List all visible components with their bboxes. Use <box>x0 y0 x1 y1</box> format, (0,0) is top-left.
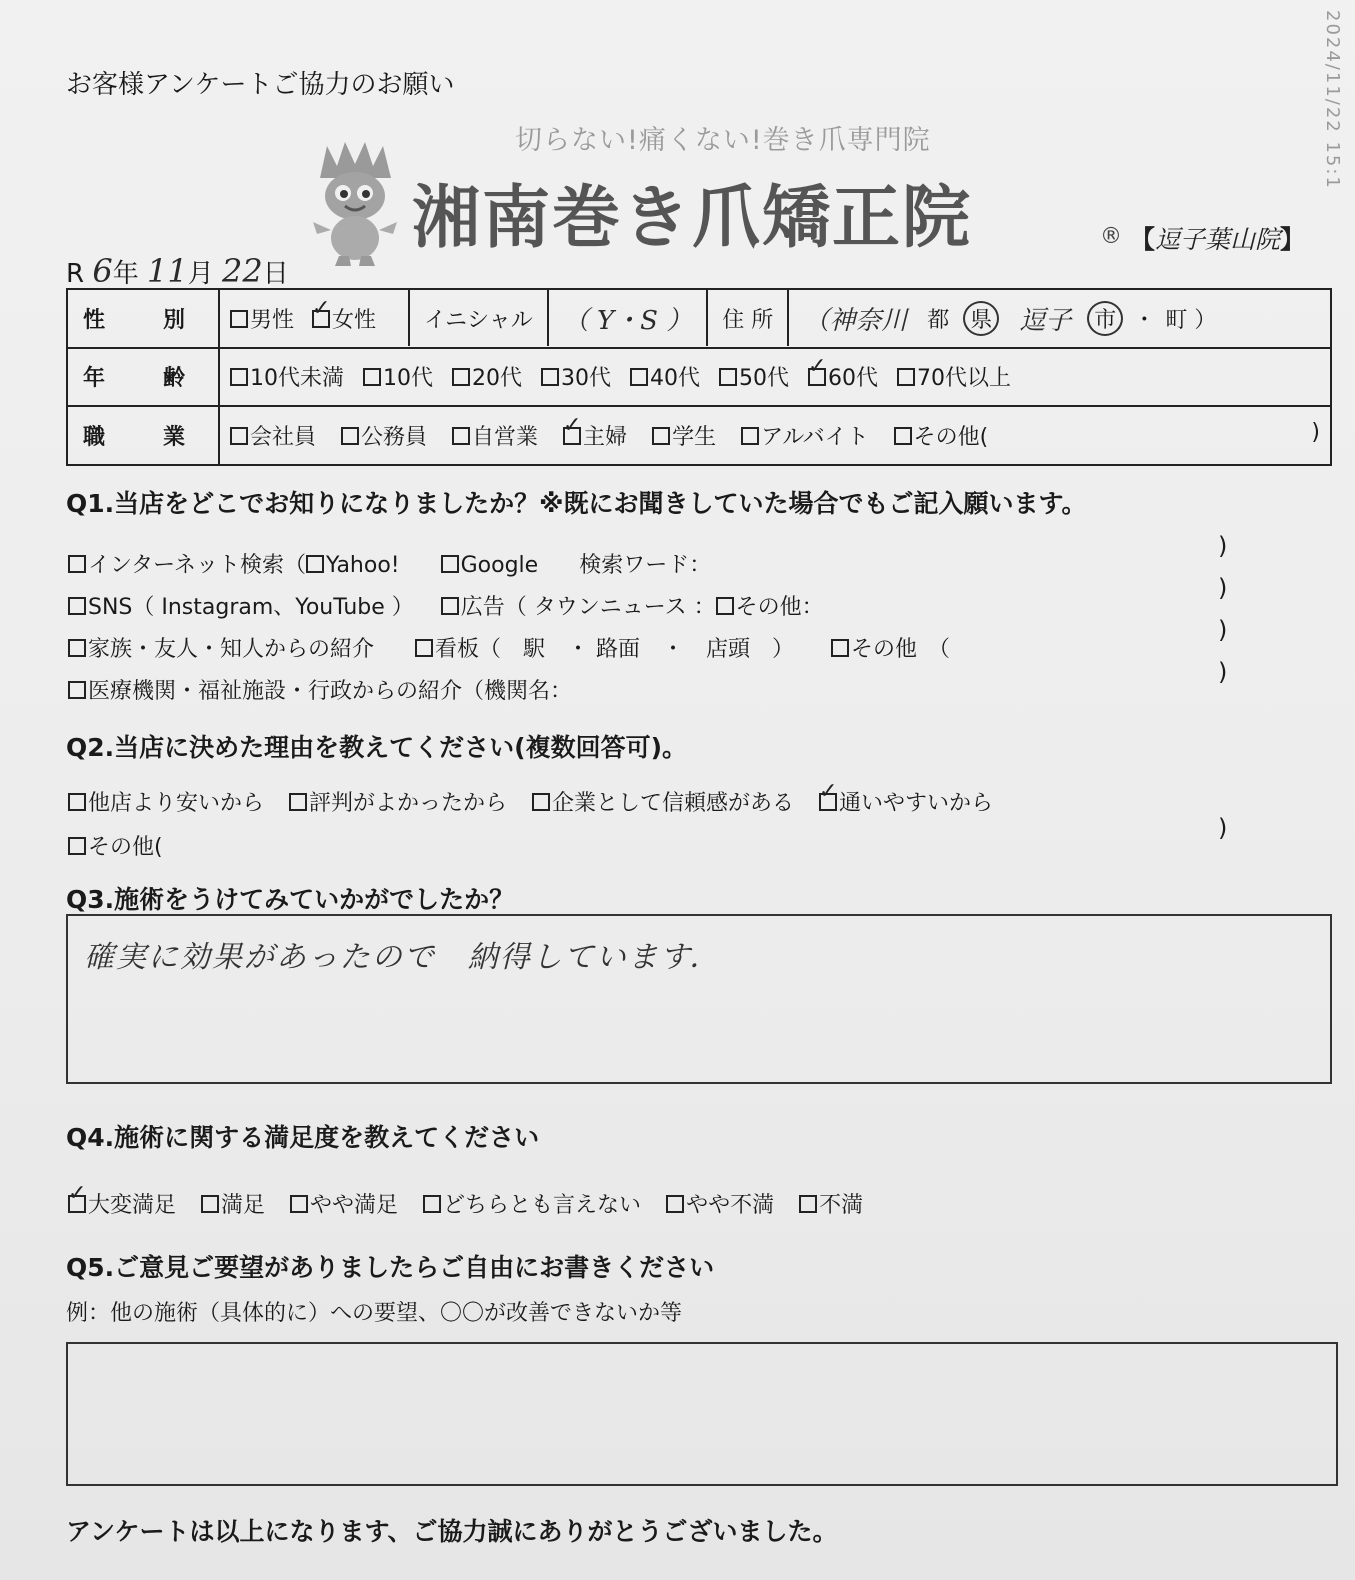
checkbox-icon[interactable] <box>719 368 737 386</box>
q1-row-internet: インターネット検索（ Yahoo! Google 検索ワード： <box>68 548 711 579</box>
q4-option-very-satisfied[interactable]: ✓大変満足 <box>68 1188 176 1219</box>
gender-label: 性 別 <box>67 289 219 348</box>
q2-title: Q2.当店に決めた理由を教えてください(複数回答可)。 <box>66 733 687 762</box>
job-option-other[interactable]: その他( <box>894 420 989 451</box>
checkbox-icon[interactable] <box>363 368 381 386</box>
checkbox-icon[interactable] <box>799 1195 817 1213</box>
checkbox-icon[interactable] <box>897 368 915 386</box>
age-option-60s[interactable]: ✓ 60代 <box>808 361 878 392</box>
gender-male[interactable]: 男性 <box>230 303 294 334</box>
checkbox-icon[interactable] <box>289 793 307 811</box>
age-option[interactable]: 30代 <box>541 361 611 392</box>
q2-other[interactable]: その他( <box>68 830 163 861</box>
job-option-housewife[interactable]: ✓ 主婦 <box>563 420 627 451</box>
q4-options <box>68 1188 881 1219</box>
q2-option-convenient[interactable]: ✓ 通いやすいから <box>819 786 993 817</box>
checkbox-icon[interactable] <box>652 427 670 445</box>
survey-sheet: 2024/11/22 15:1 お客様アンケートご協力のお願い 切らない!痛くない!巻き爪専門院 湘南巻き爪矯正院 ® 【逗子葉山院】 R 6年 11月 22日 性 別 男性 ✓ 女性 イニシャル （ Y・S ） 住 所 （神奈川 都 県 逗子 市 ・ 町 ） 年 齢 10代未満 10代 20代 30代 40代 50代 ✓ 60代 70代以上 職 業 会社員 公務員 自営業 ✓ 主婦 学生 アルバイト その他( ) Q1.当店をどこでお知りになりましたか？※既にお聞きしていた場合でもご記入願います。 インターネット検索（ Yahoo! Google 検索ワード： ) SNS（ Instagram、YouTube ） 広告（ タウンニュース ： その他： ) 家族・友人・知人からの紹介 看板（ 駅 ・ 路面 ・ 店頭 ） その他 （ ) 医療機関・福祉施設・行政からの紹介（機関名： ) Q2.当店に決めた理由を教えてください(複数回答可)。 他店より安いから 評判がよかったから 企業として信頼感がある ✓ 通いやすいから その他( ) Q3.施術をうけてみていかがでしたか？ 確実に効果があったので 納得しています． Q4.施術に関する満足度を教えてください ✓大変満足 満足 やや満足 どちらとも言えない やや不満 不満 Q5.ご意見ご要望がありましたらご自由にお書きください 例：他の施術（具体的に）への要望、〇〇が改善できないか等 アンケートは以上になります、ご協力誠にありがとうございました。 <box>0 0 1355 1580</box>
clinic-name: 湘南巻き爪矯正院 <box>412 179 973 258</box>
registered-mark: ® <box>1100 224 1122 249</box>
date-line: R 6年 11月 22日 <box>66 252 289 290</box>
q4-option[interactable]: 満足 <box>201 1188 265 1219</box>
job-option[interactable]: 自営業 <box>452 420 538 451</box>
q5-example: 例：他の施術（具体的に）への要望、〇〇が改善できないか等 <box>66 1301 683 1326</box>
q2-option[interactable]: 企業として信頼感がある <box>532 786 794 817</box>
job-option[interactable]: アルバイト <box>741 420 869 451</box>
q3-answer-text: 確実に効果があったので 納得しています． <box>84 940 722 975</box>
checkbox-icon[interactable] <box>68 597 86 615</box>
checkbox-icon[interactable] <box>630 368 648 386</box>
checkbox-icon[interactable] <box>306 555 324 573</box>
age-option[interactable]: 50代 <box>719 361 789 392</box>
date-day: 22 <box>221 252 263 290</box>
address-prefecture[interactable]: （神奈川 <box>803 305 908 336</box>
checkbox-icon[interactable] <box>201 1195 219 1213</box>
tagline: 切らない!痛くない!巻き爪専門院 <box>515 125 931 156</box>
checkbox-icon[interactable] <box>716 597 734 615</box>
mascot-logo-icon <box>305 138 405 268</box>
checkbox-icon[interactable] <box>230 368 248 386</box>
q5-title: Q5.ご意見ご要望がありましたらご自由にお書きください <box>66 1253 715 1282</box>
checkbox-icon[interactable] <box>423 1195 441 1213</box>
q4-option[interactable]: やや不満 <box>666 1188 774 1219</box>
q4-title: Q4.施術に関する満足度を教えてください <box>66 1123 540 1152</box>
age-option[interactable]: 10代 <box>363 361 433 392</box>
q1-row-medical: 医療機関・福祉施設・行政からの紹介（機関名： <box>68 674 572 705</box>
checkbox-icon[interactable] <box>290 1195 308 1213</box>
age-row <box>67 348 1331 407</box>
checkbox-icon[interactable] <box>68 793 86 811</box>
footer-thanks: アンケートは以上になります、ご協力誠にありがとうございました。 <box>66 1517 838 1546</box>
q2-option[interactable]: 他店より安いから <box>68 786 264 817</box>
checkbox-icon[interactable] <box>452 368 470 386</box>
job-option[interactable]: 学生 <box>652 420 716 451</box>
q1-title: Q1.当店をどこでお知りになりましたか？※既にお聞きしていた場合でもご記入願います。 <box>66 489 1087 518</box>
age-option[interactable]: 10代未満 <box>230 361 344 392</box>
job-option[interactable]: 会社員 <box>230 420 316 451</box>
age-option[interactable]: 70代以上 <box>897 361 1011 392</box>
age-option[interactable]: 40代 <box>630 361 700 392</box>
checkbox-icon[interactable] <box>741 427 759 445</box>
checkbox-icon[interactable] <box>894 427 912 445</box>
job-row: 職 業 会社員 公務員 自営業 ✓ 主婦 学生 アルバイト その他( ) <box>67 406 1331 465</box>
branch-name: 【逗子葉山院】 <box>1130 225 1306 254</box>
checkbox-icon[interactable] <box>68 639 86 657</box>
checkbox-icon[interactable] <box>452 427 470 445</box>
scan-timestamp: 2024/11/22 15:1 <box>1322 10 1343 190</box>
job-label: 職 業 <box>67 406 219 465</box>
q2-options <box>68 786 1011 817</box>
q5-answer-box[interactable] <box>66 1342 1338 1486</box>
address-label: 住 所 <box>722 307 774 333</box>
q4-option[interactable]: どちらとも言えない <box>423 1188 641 1219</box>
address-ken-circled: 県 <box>963 301 999 336</box>
checkbox-checked-icon[interactable] <box>68 1195 86 1213</box>
checkbox-icon[interactable] <box>831 639 849 657</box>
gender-row: 性 別 男性 ✓ 女性 イニシャル （ Y・S ） 住 所 （神奈川 都 県 逗子 市 ・ 町 ） <box>67 289 1331 348</box>
q4-option[interactable]: やや満足 <box>290 1188 398 1219</box>
checkbox-checked-icon[interactable] <box>808 368 826 386</box>
age-option[interactable]: 20代 <box>452 361 522 392</box>
address-shi-circled: 市 <box>1087 301 1123 336</box>
checkbox-icon[interactable] <box>341 427 359 445</box>
checkbox-icon[interactable] <box>230 310 248 328</box>
date-month: 11 <box>146 252 188 290</box>
checkbox-checked-icon[interactable] <box>819 793 837 811</box>
checkbox-icon[interactable] <box>230 427 248 445</box>
age-label: 年 齢 <box>67 348 219 407</box>
q1-row-sns: SNS（ Instagram、YouTube ） 広告（ タウンニュース ： その他： <box>68 590 824 621</box>
checkbox-icon[interactable] <box>441 555 459 573</box>
checkbox-icon[interactable] <box>441 597 459 615</box>
checkbox-icon[interactable] <box>68 681 86 699</box>
intro-text: お客様アンケートご協力のお願い <box>66 70 455 100</box>
checkbox-icon[interactable] <box>415 639 433 657</box>
initial-label: イニシャル <box>424 307 533 333</box>
q3-title: Q3.施術をうけてみていかがでしたか？ <box>66 885 515 914</box>
checkbox-icon[interactable] <box>68 837 86 855</box>
checkbox-icon[interactable] <box>532 793 550 811</box>
address-city[interactable]: 逗子 <box>1019 305 1072 336</box>
q1-row-referral: 家族・友人・知人からの紹介 看板（ 駅 ・ 路面 ・ 店頭 ） その他 （ <box>68 632 950 663</box>
checkbox-icon[interactable] <box>666 1195 684 1213</box>
job-option[interactable]: 公務員 <box>341 420 427 451</box>
profile-table <box>66 288 1332 466</box>
gender-female[interactable]: ✓ 女性 <box>312 303 376 334</box>
q2-option[interactable]: 評判がよかったから <box>289 786 507 817</box>
checkbox-icon[interactable] <box>68 555 86 573</box>
checkbox-checked-icon[interactable] <box>312 310 330 328</box>
checkbox-checked-icon[interactable] <box>563 427 581 445</box>
checkbox-icon[interactable] <box>541 368 559 386</box>
q4-option[interactable]: 不満 <box>799 1188 863 1219</box>
date-year: 6 <box>92 252 113 290</box>
initial-value[interactable]: （ Y・S ） <box>562 305 693 336</box>
